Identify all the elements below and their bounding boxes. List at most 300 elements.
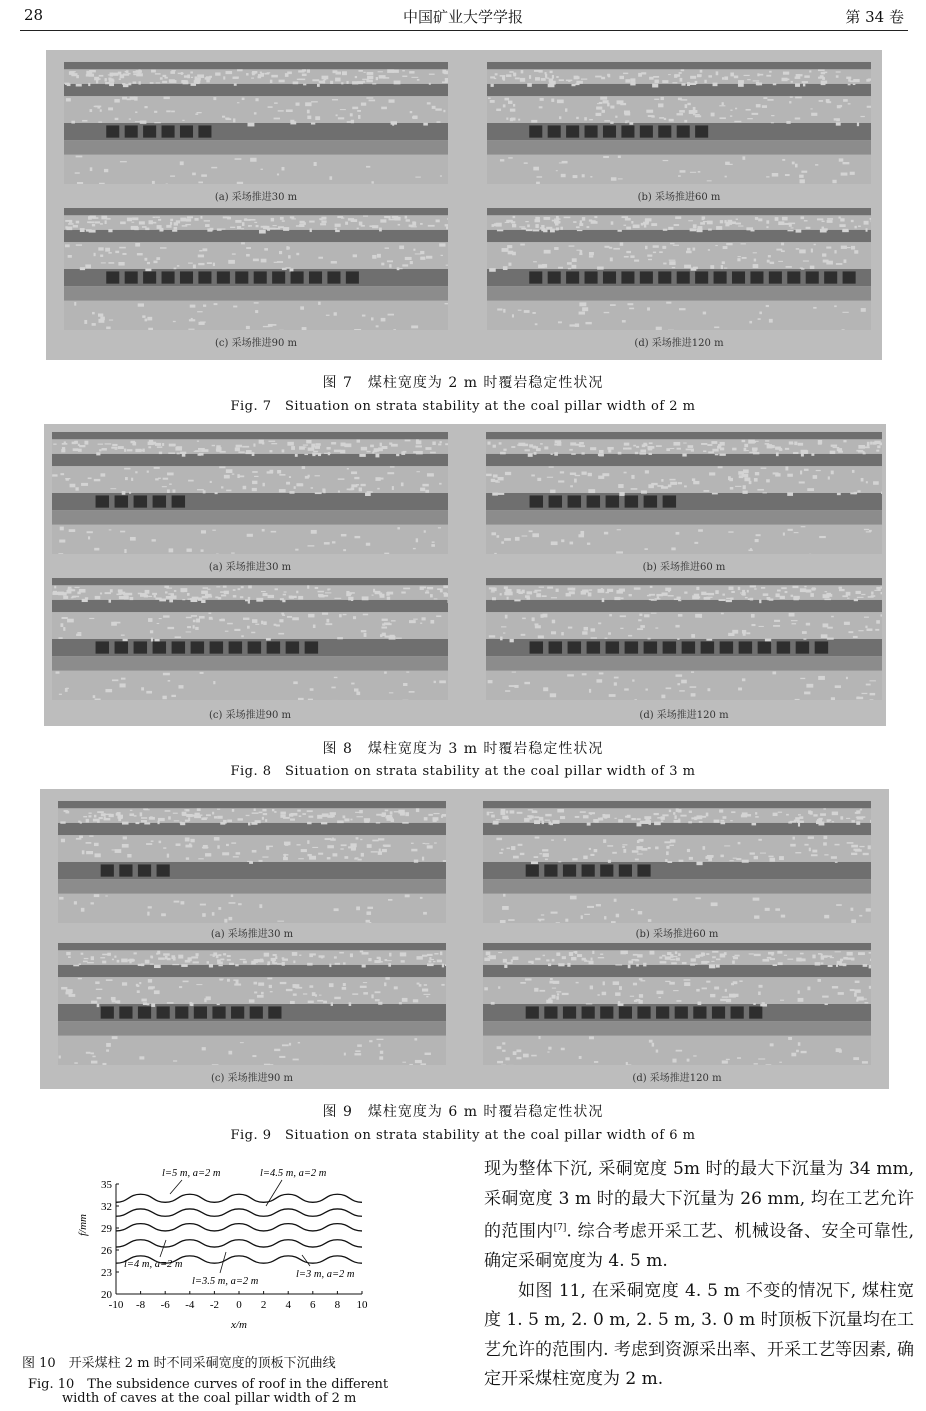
rock-speckle [62,617,68,619]
rock-speckle [372,595,374,596]
rock-speckle [527,83,532,87]
rock-speckle [321,822,327,824]
rock-speckle [832,821,834,822]
rock-speckle [854,599,858,601]
rock-speckle [840,816,843,819]
rock-speckle [841,173,848,176]
rock-speckle [856,821,860,825]
rock-speckle [402,822,408,824]
rock-speckle [290,596,294,598]
rock-speckle [130,537,136,541]
rock-speckle [413,548,416,549]
rock-speckle [411,849,417,852]
rock-speckle [602,814,605,818]
annotation-leader [170,1180,182,1194]
fig9-subfigure-b [483,801,871,923]
rock-speckle [366,166,370,168]
body-paragraph-1-text: 现为整体下沉, 采硐宽度 5m 时的最大下沉量为 34 mm, 采硐宽度 3 m 时的最大下沉量为 26 mm, 均在工艺允许的范围内 [484,1159,914,1242]
rock-speckle [68,587,72,589]
rock-speckle [279,1056,285,1058]
rock-speckle [560,816,565,819]
rock-speckle [859,846,864,847]
rock-speckle [373,226,376,228]
rock-speckle [869,680,875,681]
rock-speckle [846,77,851,79]
stratum-band [486,493,882,510]
rock-speckle [678,175,681,177]
rock-speckle [432,441,435,444]
rock-speckle [367,72,374,75]
rock-speckle [237,69,243,71]
rock-speckle [787,959,793,960]
rock-speckle [108,262,114,264]
rock-speckle [488,680,493,683]
rock-speckle [747,590,749,593]
cave-block [96,495,109,507]
rock-speckle [609,694,616,697]
rock-speckle [692,478,695,481]
rock-speckle [375,454,379,458]
rock-speckle [394,81,401,85]
cave-block [625,641,638,653]
rock-speckle [180,218,186,222]
rock-speckle [386,817,392,821]
rock-speckle [832,180,836,183]
rock-speckle [406,672,409,673]
rock-speckle [100,109,102,111]
rock-speckle [109,529,112,530]
rock-speckle [300,306,304,309]
fig9-label-c: (c) 采场推进90 m [211,1073,293,1084]
rock-speckle [290,216,294,218]
rock-speckle [631,959,638,961]
rock-speckle [758,318,761,320]
rock-speckle [789,101,791,103]
rock-speckle [53,591,57,594]
rock-speckle [614,818,616,819]
cave-block [346,271,359,283]
cave-block [563,1006,576,1018]
rock-speckle [401,482,404,486]
rock-speckle [836,75,839,77]
rock-speckle [639,978,643,980]
rock-speckle [282,959,288,961]
stratum-band [52,600,448,612]
rock-speckle [329,964,331,967]
rock-speckle [92,323,96,326]
rock-speckle [513,856,519,859]
rock-speckle [261,169,263,170]
rock-speckle [569,324,575,326]
rock-speckle [93,819,99,822]
rock-speckle [766,479,770,482]
rock-speckle [558,321,562,323]
rock-speckle [134,227,138,230]
rock-speckle [167,472,174,475]
rock-speckle [415,177,420,178]
rock-speckle [612,852,617,854]
rock-speckle [532,811,537,813]
rock-speckle [135,111,137,113]
rock-speckle [839,224,845,227]
rock-speckle [651,600,657,601]
rock-speckle [289,268,293,271]
rock-speckle [378,478,383,480]
rock-speckle [550,978,553,980]
cave-block [549,641,562,653]
rock-speckle [504,98,509,101]
rock-speckle [156,82,160,83]
rock-speckle [679,72,682,74]
rock-speckle [427,473,434,476]
rock-speckle [619,76,624,79]
rock-speckle [605,638,608,639]
rock-speckle [511,959,513,962]
rock-speckle [61,839,65,843]
rock-speckle [146,843,152,845]
rock-speckle [689,83,696,85]
rock-speckle [348,597,353,601]
cave-block [682,641,695,653]
rock-speckle [227,959,231,961]
rock-speckle [72,596,76,598]
rock-speckle [319,81,323,84]
rock-speckle [708,593,714,595]
rock-speckle [157,821,159,824]
rock-speckle [744,477,750,481]
rock-speckle [531,120,537,123]
subsidence-curve [116,1209,362,1216]
rock-speckle [846,592,851,596]
rock-speckle [556,991,561,992]
rock-speckle [80,228,85,232]
rock-speckle [667,861,672,863]
rock-speckle [765,908,770,911]
rock-speckle [254,960,259,962]
rock-speckle [240,959,246,960]
rock-speckle [536,176,542,177]
rock-speckle [321,220,326,222]
rock-speckle [670,448,675,449]
rock-speckle [767,445,773,448]
rock-speckle [815,962,821,965]
rock-speckle [182,599,185,600]
rock-speckle [722,261,725,264]
rock-speckle [711,441,717,444]
cave-block [115,495,128,507]
rock-speckle [669,119,674,122]
rock-speckle [123,84,128,87]
rock-speckle [631,221,633,224]
rock-speckle [109,79,115,81]
rock-speckle [384,982,386,986]
rock-speckle [285,73,289,77]
rock-speckle [525,978,531,980]
rock-speckle [856,591,861,594]
rock-speckle [212,1064,219,1065]
rock-speckle [81,953,84,955]
rock-speckle [319,995,321,996]
cave-block [106,271,119,283]
rock-speckle [811,588,816,590]
rock-speckle [351,471,357,474]
rock-speckle [625,121,629,122]
rock-speckle [636,446,639,448]
rock-speckle [866,684,871,686]
rock-speckle [319,596,325,597]
rock-speckle [676,113,683,115]
rock-speckle [545,74,547,78]
rock-speckle [225,118,229,120]
rock-speckle [355,812,361,813]
rock-speckle [263,326,270,327]
cave-block [640,125,653,137]
rock-speckle [390,635,395,638]
rock-speckle [781,243,784,246]
rock-speckle [308,1001,314,1003]
rock-speckle [498,493,505,495]
rock-speckle [734,76,738,79]
cave-block [637,1006,650,1018]
fig8-label-a: (a) 采场推进30 m [208,562,292,573]
fig8-label-b: (b) 采场推进60 m [642,562,726,573]
cave-block [153,495,166,507]
rock-speckle [540,98,544,101]
rock-speckle [710,994,715,997]
rock-speckle [411,77,418,78]
rock-speckle [420,587,424,590]
rock-speckle [676,1050,682,1052]
rock-speckle [787,492,793,496]
rock-speckle [589,689,591,693]
rock-speckle [235,158,242,160]
cave-block [526,1006,539,1018]
rock-speckle [127,854,131,857]
rock-speckle [547,587,553,589]
rock-speckle [758,1058,765,1059]
rock-speckle [533,591,537,593]
rock-speckle [86,819,89,823]
rock-speckle [159,598,166,601]
rock-speckle [125,593,132,596]
rock-speckle [551,912,558,914]
rock-speckle [853,84,856,85]
rock-speckle [434,681,436,683]
rock-speckle [664,841,671,843]
rock-speckle [693,481,699,484]
rock-speckle [542,595,547,597]
rock-speckle [775,217,779,221]
rock-speckle [842,595,848,597]
rock-speckle [739,980,742,982]
rock-speckle [571,84,575,86]
rock-speckle [610,106,614,109]
rock-speckle [852,470,855,473]
rock-speckle [827,819,830,822]
rock-speckle [381,263,384,266]
rock-speckle [132,217,138,220]
rock-speckle [791,1053,796,1057]
rock-speckle [264,953,269,957]
rock-speckle [503,894,505,897]
rock-speckle [755,217,758,220]
rock-speckle [508,251,514,255]
rock-speckle [201,549,204,551]
rock-speckle [615,964,622,965]
fig10-caption-en-2: width of caves at the coal pillar width of 2 m [62,1391,357,1406]
rock-speckle [327,857,331,859]
rock-speckle [769,319,773,323]
rock-speckle [243,618,249,620]
curve-annotation: l=4 m, a=2 m [124,1259,183,1270]
rock-speckle [185,224,191,225]
rock-speckle [141,820,147,822]
stratum-band [58,943,446,950]
rock-speckle [262,809,266,812]
rock-speckle [781,250,785,252]
rock-speckle [659,117,664,119]
rock-speckle [205,224,210,227]
rock-speckle [568,627,572,629]
rock-speckle [308,699,313,700]
rock-speckle [588,473,592,476]
rock-speckle [754,588,756,589]
rock-speckle [773,964,778,966]
rock-speckle [870,442,872,445]
rock-speckle [426,256,432,259]
rock-speckle [149,817,155,820]
cave-block [134,495,147,507]
cave-block [563,864,576,876]
rock-speckle [172,964,179,965]
rock-speckle [854,250,858,253]
rock-speckle [136,73,143,76]
rock-speckle [188,817,190,821]
rock-speckle [329,176,332,180]
rock-speckle [782,217,788,221]
rock-speckle [610,257,613,261]
rock-speckle [197,441,199,442]
fig10-chart [70,1160,380,1342]
cave-block [229,641,242,653]
rock-speckle [623,448,628,450]
rock-speckle [299,815,302,817]
stratum-band [486,432,882,439]
rock-speckle [518,443,525,446]
rock-speckle [334,677,338,678]
rock-speckle [207,589,210,590]
rock-speckle [841,246,847,249]
rock-speckle [652,1043,654,1047]
rock-speckle [194,451,200,452]
rock-speckle [680,815,686,817]
rock-speckle [130,597,134,600]
rock-speckle [66,952,70,955]
cave-block [606,495,619,507]
rock-speckle [338,117,344,119]
rock-speckle [97,78,101,79]
rock-speckle [863,853,869,855]
cave-block [739,641,752,653]
rock-speckle [640,450,646,453]
rock-speckle [307,110,310,114]
rock-speckle [235,964,238,966]
rock-speckle [843,229,848,230]
rock-speckle [553,981,560,984]
stratum-band [58,1036,446,1065]
rock-speckle [298,596,303,600]
rock-speckle [363,992,368,994]
rock-speckle [792,623,797,624]
rock-speckle [636,846,642,850]
rock-speckle [226,844,229,846]
rock-speckle [716,964,720,967]
rock-speckle [795,77,801,79]
rock-speckle [352,993,358,994]
rock-speckle [337,637,343,639]
rock-speckle [362,81,365,83]
rock-speckle [769,858,775,862]
rock-speckle [238,588,241,590]
rock-speckle [668,595,674,596]
rock-speckle [262,529,265,532]
rock-speckle [755,816,759,818]
rock-speckle [770,1043,774,1046]
rock-speckle [318,853,323,855]
rock-speckle [596,113,602,116]
stratum-band [486,656,882,671]
rock-speckle [261,992,264,995]
rock-speckle [119,247,126,249]
rock-speckle [623,73,628,74]
rock-speckle [156,257,160,260]
cave-block [309,271,322,283]
rock-speckle [870,959,871,961]
rock-speckle [160,247,166,248]
rock-speckle [167,958,171,960]
rock-speckle [793,596,799,599]
rock-speckle [422,955,427,957]
rock-speckle [339,952,344,954]
rock-speckle [735,486,741,487]
citation-7[interactable]: [7] [553,1223,567,1233]
rock-speckle [824,915,829,919]
rock-speckle [857,597,864,598]
rock-speckle [846,677,848,679]
rock-speckle [251,822,257,825]
rock-speckle [75,172,80,173]
rock-speckle [66,98,71,101]
rock-speckle [810,593,814,597]
rock-speckle [556,170,558,171]
rock-speckle [294,486,296,489]
rock-speckle [188,263,193,264]
rock-speckle [753,898,760,901]
rock-speckle [154,467,160,469]
rock-speckle [210,228,214,231]
rock-speckle [248,123,255,127]
rock-speckle [285,267,290,268]
rock-speckle [268,106,273,108]
rock-speckle [672,1059,676,1063]
rock-speckle [557,809,564,813]
cave-block [138,864,151,876]
rock-speckle [416,956,422,960]
rock-speckle [157,951,160,955]
rock-speckle [678,614,682,617]
rock-speckle [880,586,882,588]
rock-speckle [588,592,592,596]
